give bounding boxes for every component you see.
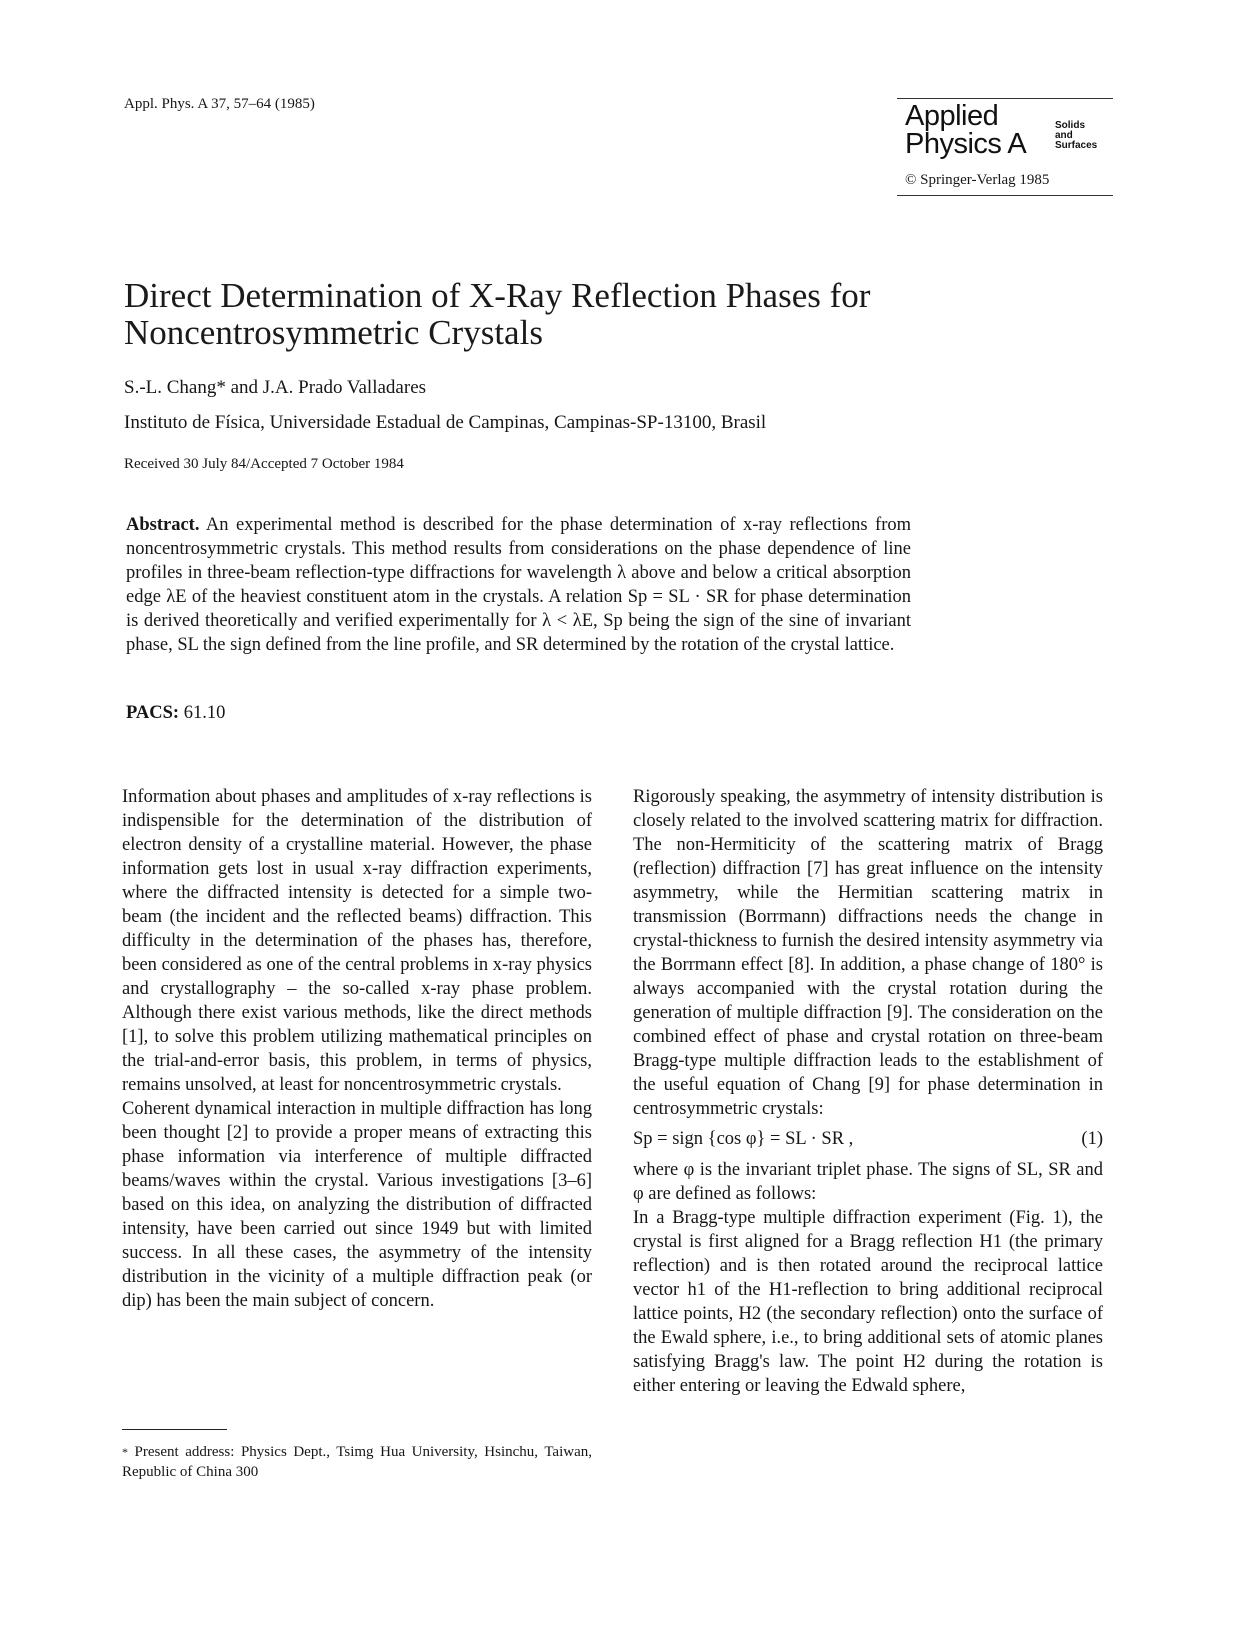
footnote — [122, 1442, 592, 1482]
body-paragraph: Coherent dynamical interaction in multiple diffraction has long been thought [2] to provide a proper means of extracting this phase information via interference of multiple diffracted beams/waves within the crystal. Various investigations [3–6] based on this idea, on analyzing the distribution of diffracted intensity, have been carried out since 1949 but with limited success. In all these cases, the asymmetry of the intensity distribution in the vicinity of a multiple diffraction peak (or dip) has been the main subject of concern. — [122, 1099, 592, 1311]
logo-name-line1: Applied — [905, 100, 999, 132]
body-paragraph: Information about phases and amplitudes of x-ray reflections is indispensible for the determination of the distribution of electron density of a crystalline material. However, the phase information gets lost in usual x-ray diffraction experiments, where the diffracted intensity is detected for a simple two-beam (the incident and the reflected beams) diffraction. This difficulty in the determination of the phases has, therefore, been considered as one of the central problems in x-ray physics and crystallography – the so-called x-ray phase problem. Although there exist various methods, like the direct methods [1], to solve this problem utilizing mathematical principles on the trial-and-error basis, this problem, in terms of physics, remains unsolved, at least for noncentrosymmetric crystals. — [122, 787, 592, 1095]
journal-logo-block — [897, 98, 1113, 196]
author-list: S.-L. Chang* and J.A. Prado Valladares — [124, 377, 427, 398]
footnote-rule — [122, 1429, 227, 1430]
abstract — [126, 513, 911, 657]
abstract-text: An experimental method is described for the phase determination of x-ray reflections from noncentrosymmetric crystals. This method results from considerations on the phase dependence of line profiles in three-beam reflection-type diffractions for wavelength λ above and below a critical absorption edge λE of the heaviest constituent atom in the crystals. A relation Sp = SL · SR for phase determination is derived theoretically and verified experimentally for λ < λE, Sp being the sign of the sine of invariant phase, SL the sign defined from the line profile, and SR determined by the rotation of the crystal lattice. — [126, 515, 911, 655]
logo-subtitle-line: Surfaces — [1055, 140, 1098, 151]
logo-name-line2: Physics A — [905, 128, 1027, 160]
body-column-right — [633, 785, 1103, 1398]
received-dates: Received 30 July 84/Accepted 7 October 1984 — [124, 456, 404, 472]
logo-subtitle-line: and — [1055, 130, 1073, 141]
logo-subtitle-line: Solids — [1055, 120, 1086, 131]
body-paragraph: Rigorously speaking, the asymmetry of intensity distribution is closely related to the involved scattering matrix for diffraction. The non-Hermiticity of the scattering matrix of Bragg (reflection) diffraction [7] has great influence on the intensity asymmetry, while the Hermitian scattering matrix in transmission (Borrmann) diffractions needs the change in crystal-thickness to furnish the desired intensity asymmetry via the Borrmann effect [8]. In addition, a phase change of 180° is always accompanied with the crystal rotation during the generation of multiple diffraction [9]. The consideration on the combined effect of phase and crystal rotation on three-beam Bragg-type multiple diffraction leads to the establishment of the useful equation of Chang [9] for phase determination in centrosymmetric crystals: — [633, 787, 1103, 1119]
logo-bottom-rule — [897, 195, 1113, 196]
logo-subtitle — [1055, 121, 1097, 151]
body-column-left — [122, 785, 592, 1313]
equation-text: Sp = sign {cos φ} = SL · SR , — [633, 1129, 854, 1149]
journal-citation: Appl. Phys. A 37, 57–64 (1985) — [124, 96, 315, 112]
pacs-line — [126, 703, 225, 724]
author-affiliation: Instituto de Física, Universidade Estadual de Campinas, Campinas-SP-13100, Brasil — [124, 412, 767, 433]
footnote-text: Present address: Physics Dept., Tsimg Hua University, Hsinchu, Taiwan, Republic of China 300 — [122, 1444, 592, 1480]
pacs-label: PACS: — [126, 703, 180, 723]
equation-number: (1) — [1081, 1129, 1103, 1149]
body-paragraph: where φ is the invariant triplet phase. The signs of SL, SR and φ are defined as follows: — [633, 1160, 1103, 1204]
abstract-label: Abstract. — [126, 515, 200, 535]
journal-logo — [897, 99, 1113, 167]
article-title: Direct Determination of X-Ray Reflection Phases for Noncentrosymmetric Crystals — [124, 276, 871, 352]
body-paragraph: In a Bragg-type multiple diffraction experiment (Fig. 1), the crystal is first aligned for a Bragg reflection H1 (the primary reflection) and is then rotated around the reciprocal lattice vector h1 of the H1-reflection to bring additional reciprocal lattice points, H2 (the secondary reflection) onto the surface of the Ewald sphere, i.e., to bring additional sets of atomic planes satisfying Bragg's law. The point H2 during the rotation is either entering or leaving the Edwald sphere, — [633, 1208, 1103, 1396]
copyright-notice: © Springer-Verlag 1985 — [905, 172, 1050, 188]
equation-1 — [633, 1127, 1103, 1151]
pacs-code: 61.10 — [183, 703, 226, 723]
footnote-marker: * — [122, 1445, 128, 1459]
